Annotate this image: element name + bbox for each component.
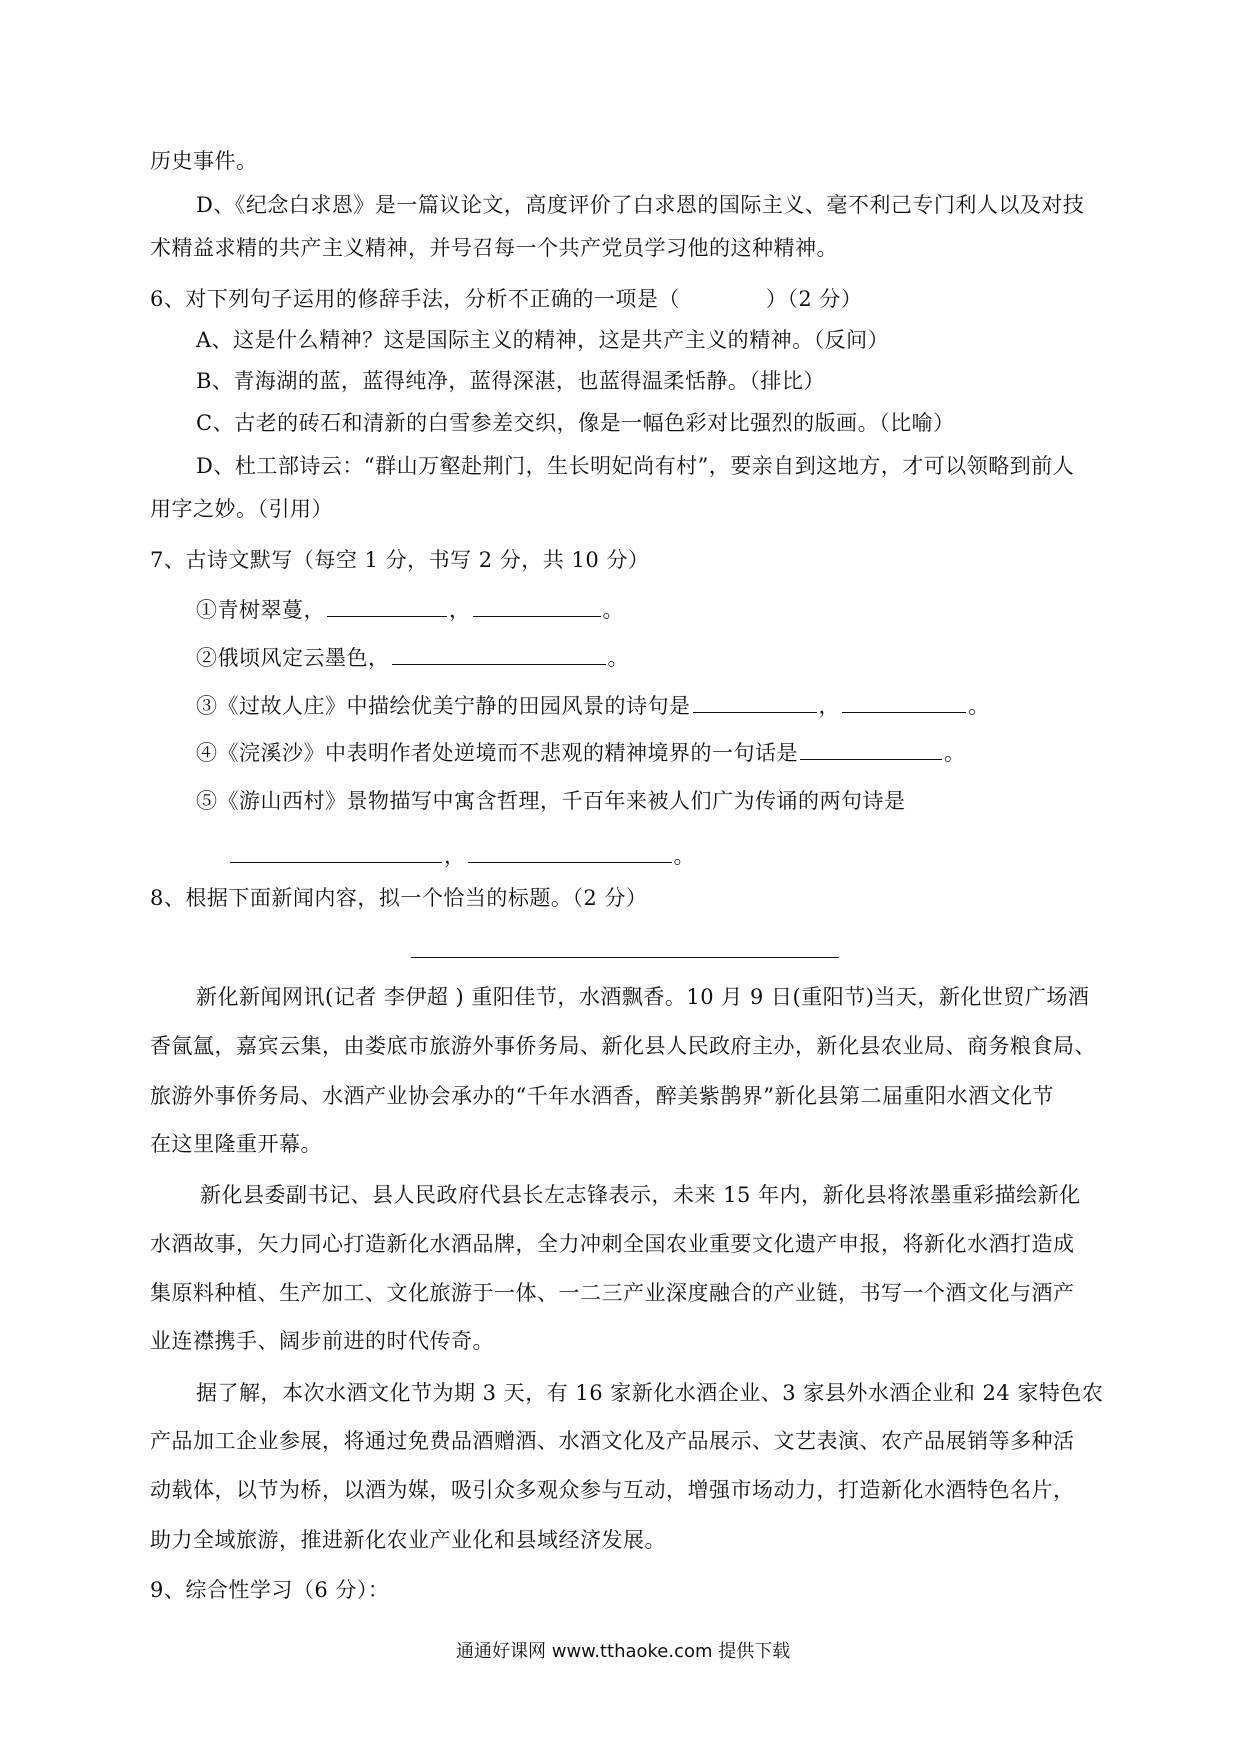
- q7-item-1: [196, 595, 624, 625]
- q6-option-b: B、青海湖的蓝，蓝得纯净，蓝得深湛，也蓝得温柔恬静。（排比）: [196, 369, 825, 393]
- q7-item-2: [196, 643, 629, 673]
- q8-paragraph-1-line3: 旅游外事侨务局、水酒产业协会承办的“千年水酒香，醉美紫鹊界”新化县第二届重阳水酒文化节: [150, 1084, 1054, 1108]
- q7-item-3-sep: ，: [818, 694, 840, 718]
- q7-item-5-end: 。: [673, 844, 695, 868]
- q7-item-2-prompt: ②俄顷风定云墨色，: [196, 646, 390, 670]
- q7-item-1-prompt: ①青树翠蔓，: [196, 598, 325, 622]
- q5-option-d-line1: D、《纪念白求恩》是一篇议论文，高度评价了白求恩的国际主义、毫不利己专门利人以及对技: [196, 193, 1085, 217]
- q7-blank-1a[interactable]: [327, 615, 447, 617]
- q7-item-1-sep: ，: [449, 598, 471, 622]
- q8-paragraph-3-line2: 产品加工企业参展，将通过免费品酒赠酒、水酒文化及产品展示、文艺表演、农产品展销等多种活: [150, 1429, 1075, 1453]
- q7-item-5: ⑤《游山西村》景物描写中寓含哲理，千百年来被人们广为传诵的两句诗是: [196, 789, 906, 813]
- q7-blank-4[interactable]: [800, 758, 942, 760]
- q7-item-1-end: 。: [602, 598, 624, 622]
- q7-item-3: [196, 691, 990, 721]
- q8-title-answer-line[interactable]: [411, 957, 839, 958]
- q6-option-a: A、这是什么精神？这是国际主义的精神，这是共产主义的精神。（反问）: [196, 328, 890, 352]
- q8-paragraph-1-line1: 新化新闻网讯(记者 李伊超 ) 重阳佳节，水酒飘香。10 月 9 日(重阳节)当天，新化世贸广场酒: [196, 985, 1090, 1009]
- q7-item-5-answers: [228, 841, 695, 871]
- q7-item-5-sep: ，: [444, 844, 466, 868]
- q8-paragraph-1-line4: 在这里隆重开幕。: [150, 1132, 322, 1156]
- q8-paragraph-1-line2: 香氤氲，嘉宾云集，由娄底市旅游外事侨务局、新化县人民政府主办，新化县农业局、商务粮食局、: [150, 1034, 1096, 1058]
- q8-paragraph-2-line4: 业连襟携手、阔步前进的时代传奇。: [150, 1329, 494, 1353]
- q6-stem: 6、对下列句子运用的修辞手法，分析不正确的一项是（ ）（2 分）: [150, 287, 863, 311]
- q8-paragraph-2-line1: 新化县委副书记、县人民政府代县长左志锋表示，未来 15 年内，新化县将浓墨重彩描绘新化: [200, 1183, 1081, 1207]
- q6-option-d-line1: D、杜工部诗云：“群山万壑赴荆门，生长明妃尚有村”，要亲自到这地方，才可以领略到前人: [196, 454, 1075, 478]
- q8-paragraph-3-line1: 据了解，本次水酒文化节为期 3 天，有 16 家新化水酒企业、3 家县外水酒企业和 24 家特色农: [196, 1381, 1104, 1405]
- q8-paragraph-2-line3: 集原料种植、生产加工、文化旅游于一体、一二三产业深度融合的产业链，书写一个酒文化与酒产: [150, 1281, 1075, 1305]
- q7-item-4-prompt: ④《浣溪沙》中表明作者处逆境而不悲观的精神境界的一句话是: [196, 741, 798, 765]
- q7-item-2-end: 。: [607, 646, 629, 670]
- q7-blank-3a[interactable]: [693, 711, 817, 713]
- q9-stem: 9、综合性学习（6 分）：: [150, 1578, 390, 1602]
- q5-option-d-line2: 术精益求精的共产主义精神，并号召每一个共产党员学习他的这种精神。: [150, 236, 838, 260]
- q7-item-3-prompt: ③《过故人庄》中描绘优美宁静的田园风景的诗句是: [196, 694, 691, 718]
- q7-blank-2[interactable]: [392, 663, 606, 665]
- page-footer: 通通好课网 www.tthaoke.com 提供下载: [456, 1641, 791, 1662]
- q6-option-c: C、古老的砖石和清新的白雪参差交织，像是一幅色彩对比强烈的版画。（比喻）: [196, 411, 955, 435]
- q7-item-4-end: 。: [944, 741, 966, 765]
- q8-stem: 8、根据下面新闻内容，拟一个恰当的标题。（2 分）: [150, 886, 648, 910]
- q8-paragraph-3-line4: 助力全域旅游，推进新化农业产业化和县域经济发展。: [150, 1528, 666, 1552]
- q7-blank-3b[interactable]: [842, 711, 966, 713]
- q5-line: 历史事件。: [150, 149, 258, 173]
- q7-stem: 7、古诗文默写（每空 1 分，书写 2 分，共 10 分）: [150, 548, 650, 572]
- q7-item-4: [196, 738, 966, 768]
- q7-blank-1b[interactable]: [473, 615, 601, 617]
- q7-item-3-end: 。: [968, 694, 990, 718]
- q6-option-d-line2: 用字之妙。（引用）: [150, 497, 333, 521]
- q7-blank-5b[interactable]: [468, 861, 672, 863]
- q7-blank-5a[interactable]: [230, 861, 442, 863]
- q8-paragraph-2-line2: 水酒故事，矢力同心打造新化水酒品牌，全力冲刺全国农业重要文化遗产申报，将新化水酒打造成: [150, 1232, 1075, 1256]
- q8-paragraph-3-line3: 动载体，以节为桥，以酒为媒，吸引众多观众参与互动，增强市场动力，打造新化水酒特色名片，: [150, 1478, 1075, 1502]
